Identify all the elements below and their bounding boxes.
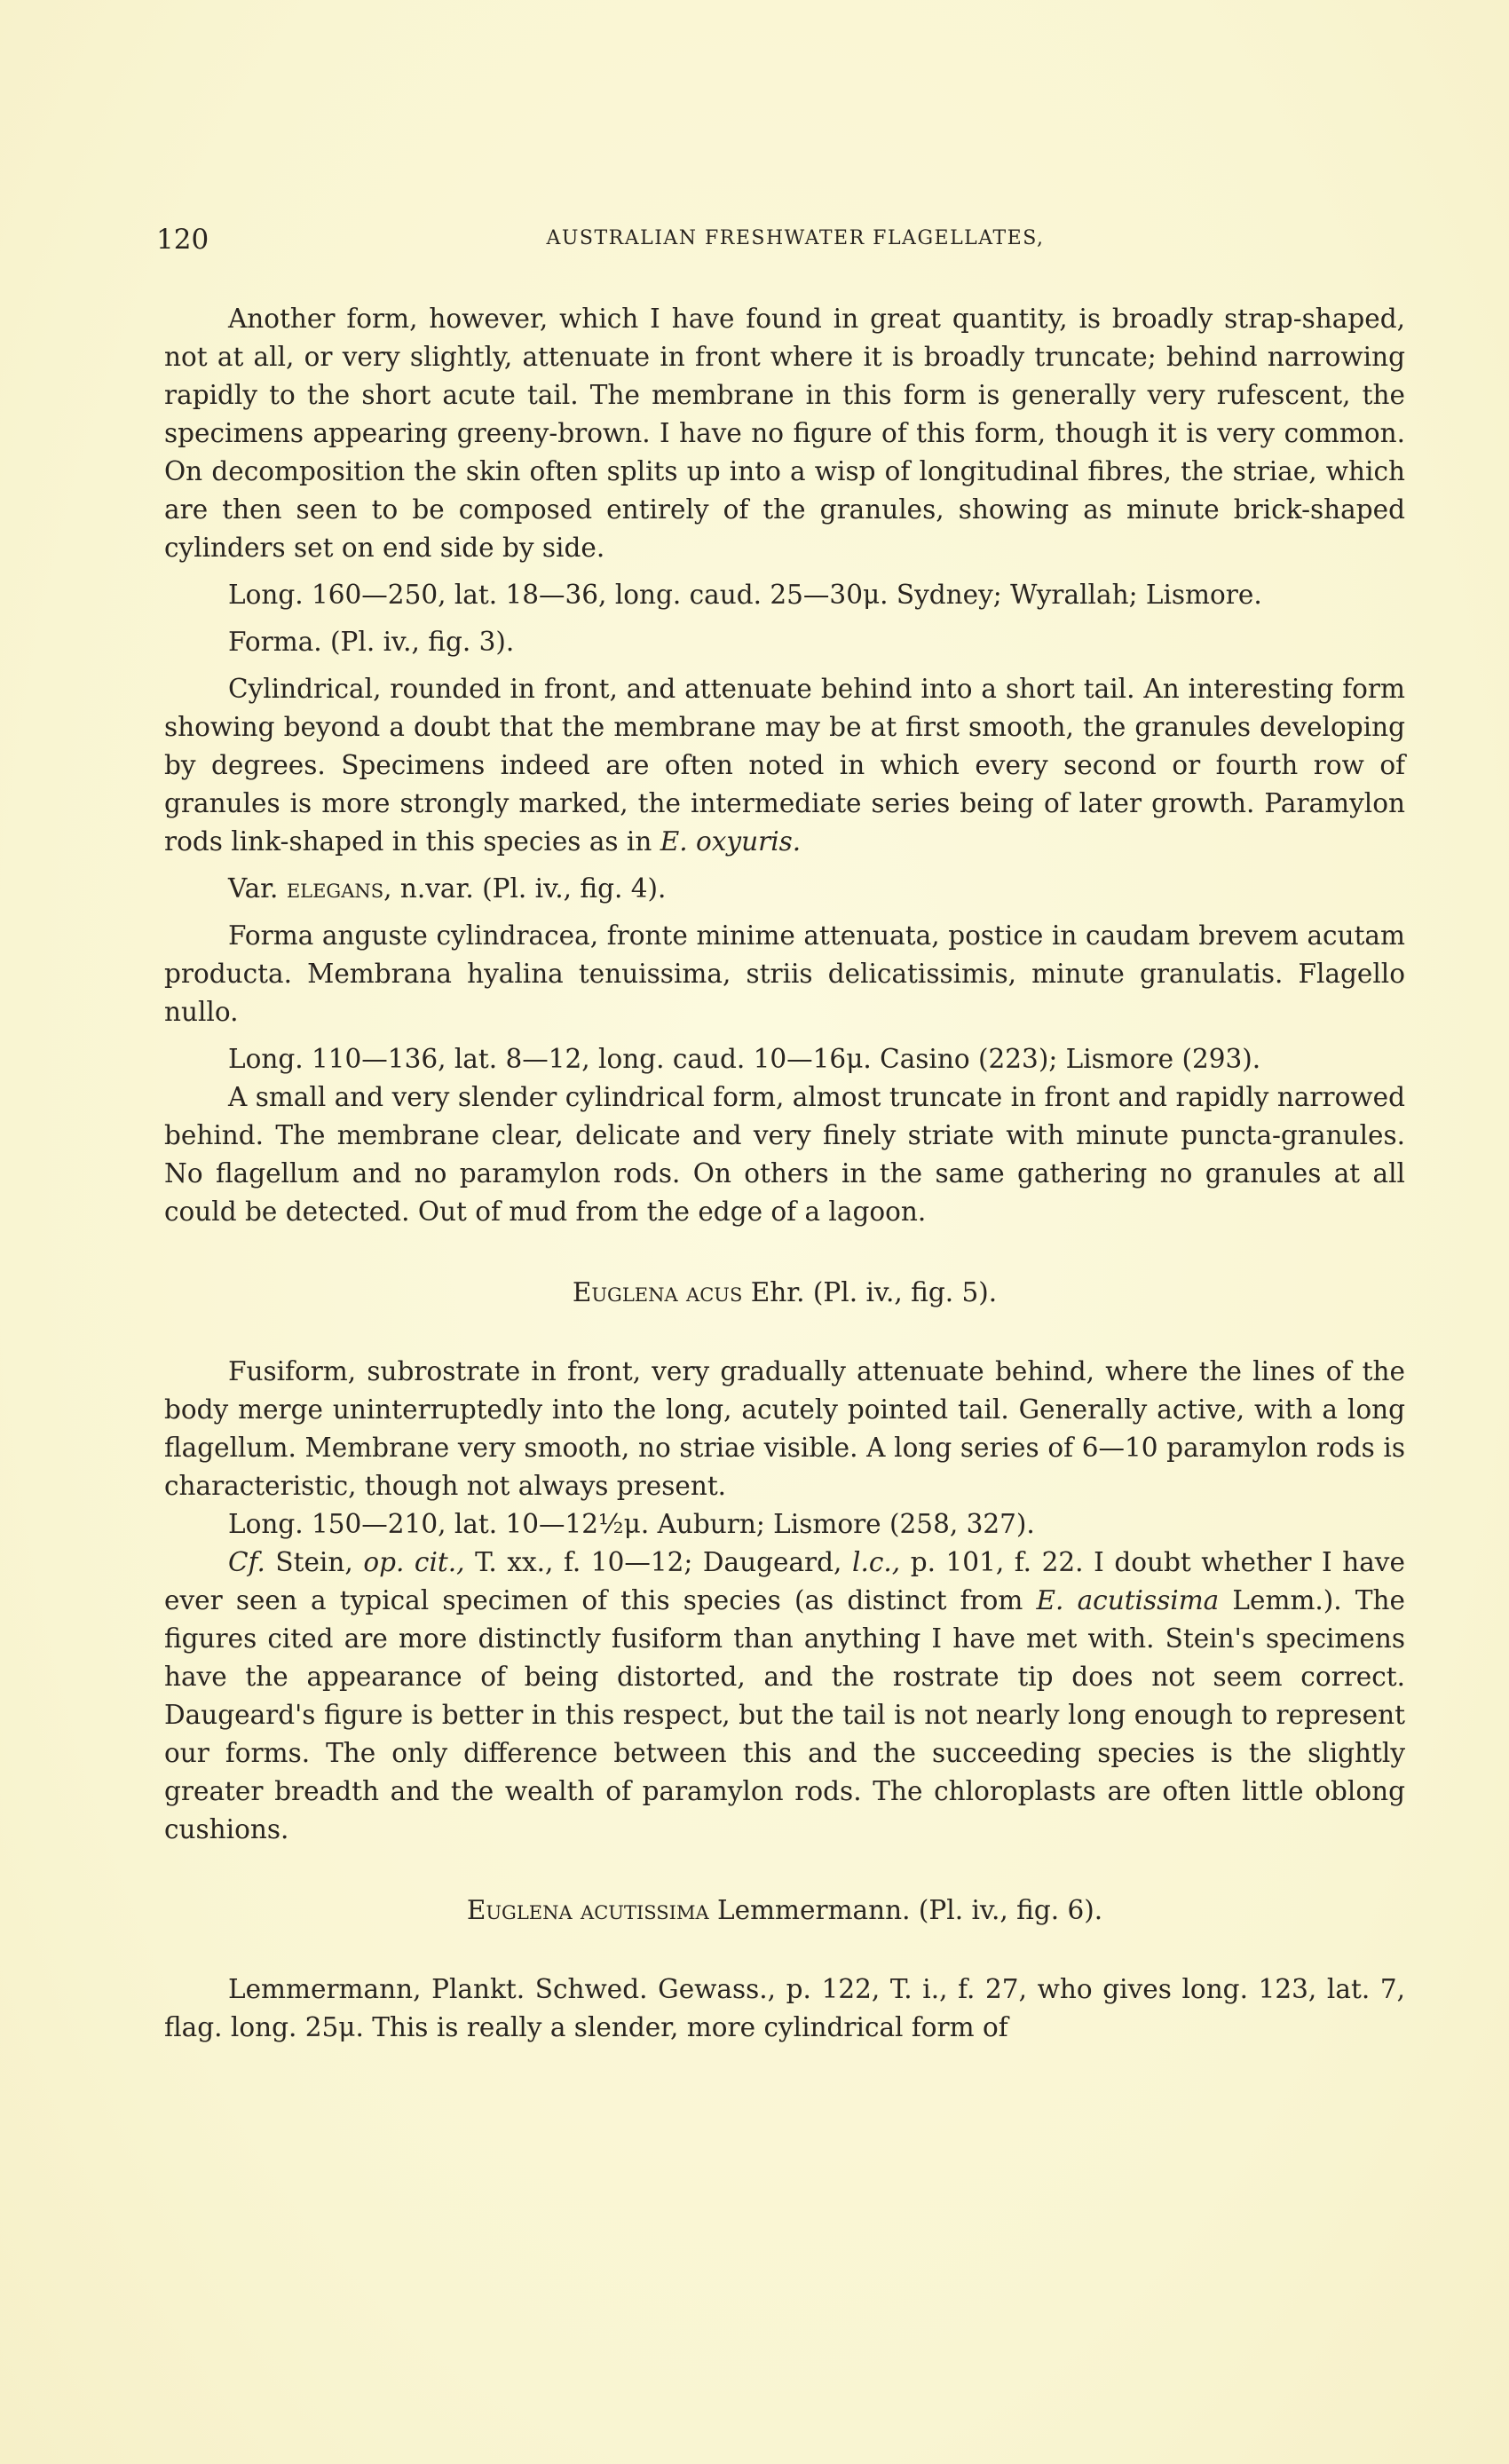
species-name-italic: E. oxyuris. <box>660 826 802 857</box>
latin-diagnosis: Forma anguste cylindracea, fronte minime attenuata, postice in caudam brevem acutam producta. Membrana hyalina tenuissima, striis delicatissimis, minute granulatis. Flagello nullo. <box>164 920 1405 1027</box>
variety-suffix: n.var. (Pl. iv., fig. 4). <box>399 873 667 904</box>
variety-name: elegans, <box>286 873 392 904</box>
paragraph-strap-shaped-form: Another form, however, which I have found in great quantity, is broadly strap-shaped, not at all, or very slightly, attenuate in front where it is broadly truncate; behind narrowing rapidly to the short acute tail. The membrane in this form is generally very rufescent, the specimens appearing greeny-brown. I have no figure of this form, though it is very common. On decomposition the skin often splits up into a wisp of longitudinal fibres, the striae, which are then seen to be composed entirely of the granules, showing as minute brick-shaped cylinders set on end side by side. <box>164 304 1405 563</box>
variety-description: A small and very slender cylindrical form, almost truncate in front and rapidly narrowed behind. The membrane clear, delicate and very finely striate with minute puncta-granules. No flagellum and no paramylon rods. On others in the same gathering no granules at all could be detected. Out of mud from the edge of a lagoon. <box>164 1082 1405 1227</box>
page-header <box>156 224 1408 259</box>
acus-discussion <box>164 1544 1405 1849</box>
section-heading-euglena-acutissima <box>164 1891 1405 1930</box>
acus-measurements: Long. 150—210, lat. 10—12½μ. Auburn; Lismore (258, 327). <box>228 1509 1035 1539</box>
section-heading-euglena-acus <box>164 1274 1405 1312</box>
measurements-paragraph: Long. 160—250, lat. 18—36, long. caud. 25—30μ. Sydney; Wyrallah; Lismore. <box>228 580 1262 610</box>
lc-italic: l.c., <box>852 1547 901 1577</box>
species-name-italic: E. acutissima <box>1036 1585 1220 1615</box>
var-prefix: Var. <box>228 873 279 904</box>
species-heading-suffix: Lemmermann. (Pl. iv., fig. 6). <box>717 1895 1103 1925</box>
species-heading-suffix: Ehr. (Pl. iv., fig. 5). <box>750 1277 998 1307</box>
paragraph-text: Cylindrical, rounded in front, and attenuate behind into a short tail. An interesting form showing beyond a doubt that the membrane may be at first smooth, the granules developing by degrees. Specimens indeed are often noted in which every second or fourth row of granules is more strongly marked, the intermediate series being of later growth. Paramylon rods link-shaped in this species as in <box>164 674 1405 857</box>
page-number: 120 <box>156 224 209 256</box>
acutissima-description: Lemmermann, Plankt. Schwed. Gewass., p. 122, T. i., f. 27, who gives long. 123, lat. 7, flag. long. 25μ. This is really a slender, more cylindrical form of <box>164 1974 1405 2042</box>
acus-description: Fusiform, subrostrate in front, very gradually attenuate behind, where the lines of the body merge uninterruptedly into the long, acutely pointed tail. Generally active, with a long flagellum. Membrane very smooth, no striae visible. A long series of 6—10 paramylon rods is characteristic, though not always present. <box>164 1356 1405 1501</box>
species-heading-name: Euglena acutissima <box>466 1895 709 1925</box>
species-heading-name: Euglena acus <box>572 1277 743 1307</box>
text-run: T. xx., f. 10—12; Daugeard, <box>475 1547 842 1577</box>
text-run: p. 101, f. 22. I doubt whether I have ever seen a typical specimen of this species (as distinct from <box>164 1547 1405 1615</box>
forma-subheading: Forma. (Pl. iv., fig. 3). <box>228 627 515 657</box>
text-run: Stein, <box>275 1547 353 1577</box>
running-title: AUSTRALIAN FRESHWATER FLAGELLATES, <box>546 227 1045 249</box>
variety-subheading <box>164 870 1405 908</box>
variety-measurements: Long. 110—136, lat. 8—12, long. caud. 10—16μ. Casino (223); Lismore (293). <box>228 1044 1261 1074</box>
cf-abbrev: Cf. <box>228 1547 265 1577</box>
op-cit-italic: op. cit., <box>363 1547 465 1577</box>
page-body <box>164 300 1405 2047</box>
text-run: Lemm.). The figures cited are more distinctly fusiform than anything I have met with. Stein's specimens have the appearance of being distorted, and the rostrate tip does not seem correct. Daugeard's figure is better in this respect, but the tail is not nearly long enough to represent our forms. The only difference between this and the succeeding species is the slightly greater breadth and the wealth of paramylon rods. The chloroplasts are often little oblong cushions. <box>164 1585 1405 1844</box>
paragraph-cylindrical-form <box>164 670 1405 861</box>
